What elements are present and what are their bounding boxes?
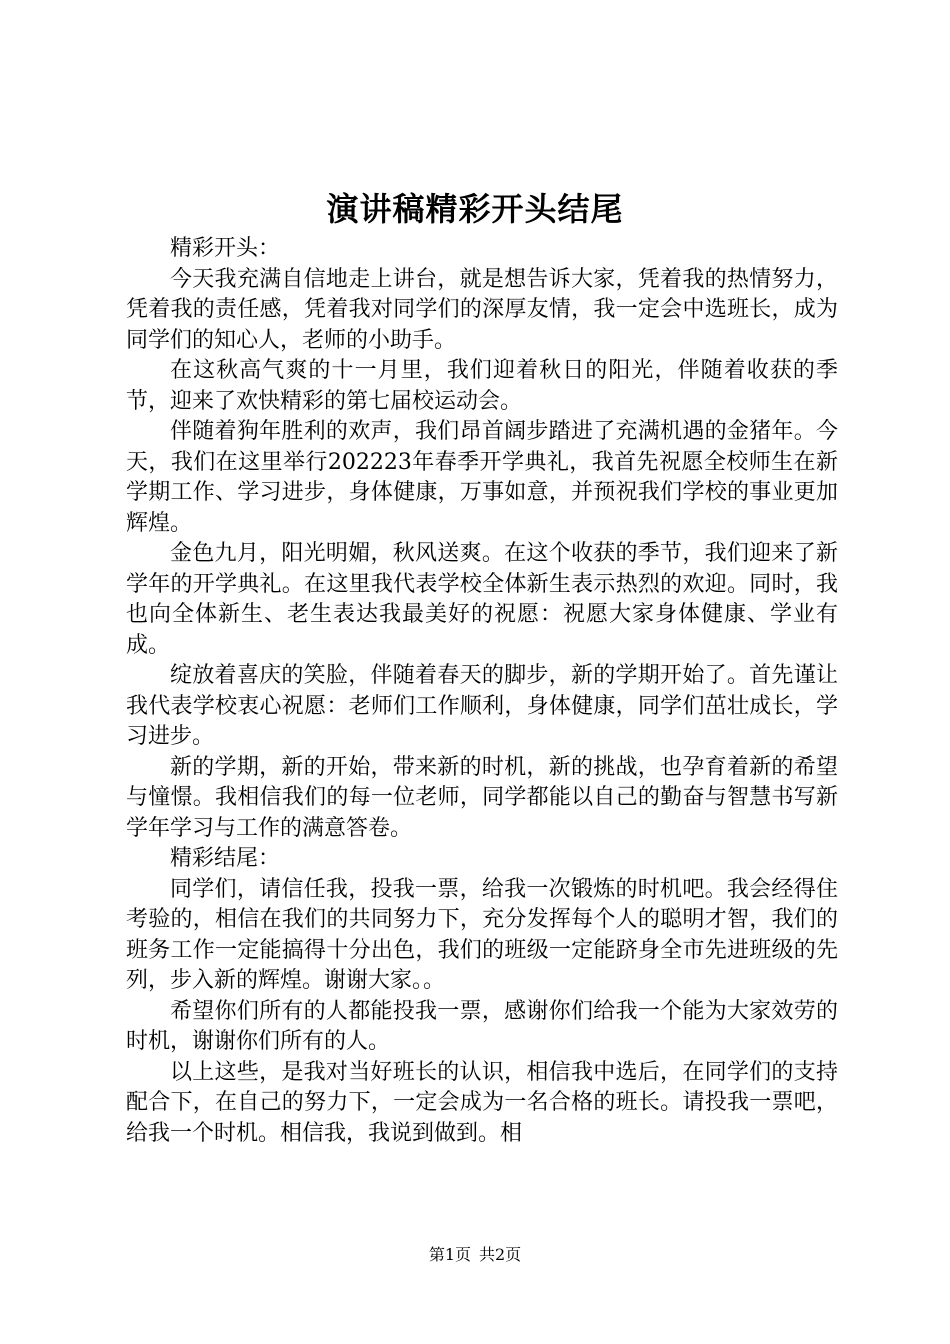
- paragraph-ending-heading: 精彩结尾：: [170, 846, 281, 871]
- paragraph: 同学们，请信任我，投我一票，给我一次锻炼的时机吧。我会经得住考验的，相信在我们的共同努力下，充分发挥每个人的聪明才智，我们的班务工作一定能搞得十分出色，我们的班级一定能跻身全市先进班级的先列，步入新的辉煌。谢谢大家。。: [126, 876, 838, 993]
- page-footer: [0, 1244, 950, 1266]
- paragraph: 今天我充满自信地走上讲台，就是想告诉大家，凭着我的热情努力，凭着我的责任感，凭着我对同学们的深厚友情，我一定会中选班长，成为同学们的知心人，老师的小助手。: [126, 266, 838, 353]
- paragraph: 希望你们所有的人都能投我一票，感谢你们给我一个能为大家效劳的时机，谢谢你们所有的人。: [126, 998, 838, 1054]
- paragraph: 绽放着喜庆的笑脸，伴随着春天的脚步，新的学期开始了。首先谨让我代表学校衷心祝愿：老师们工作顺利，身体健康，同学们茁壮成长，学习进步。: [126, 663, 838, 749]
- document-title: 演讲稿精彩开头结尾: [326, 190, 624, 228]
- page-number: 第1页: [428, 1245, 471, 1264]
- document-body: [126, 234, 838, 1149]
- paragraph: 伴随着狗年胜利的欢声，我们昂首阔步踏进了充满机遇的金猪年。今天，我们在这里举行202223年春季开学典礼，我首先祝愿全校师生在新学期工作、学习进步，身体健康，万事如意，并预祝我们学校的事业更加辉煌。: [126, 419, 838, 536]
- paragraph: 新的学期，新的开始，带来新的时机，新的挑战，也孕育着新的希望与憧憬。我相信我们的每一位老师，同学都能以自己的勤奋与智慧书写新学年学习与工作的满意答卷。: [126, 754, 838, 841]
- paragraph: 金色九月，阳光明媚，秋风送爽。在这个收获的季节，我们迎来了新学年的开学典礼。在这里我代表学校全体新生表示热烈的欢迎。同时，我也向全体新生、老生表达我最美好的祝愿：祝愿大家身体健康、学业有成。: [126, 541, 838, 658]
- paragraph-opening-heading: 精彩开头：: [170, 236, 281, 261]
- paragraph: 以上这些，是我对当好班长的认识，相信我中选后，在同学们的支持配合下，在自己的努力下，一定会成为一名合格的班长。请投我一票吧，给我一个时机。相信我，我说到做到。相: [126, 1059, 838, 1146]
- paragraph: 在这秋高气爽的十一月里，我们迎着秋日的阳光，伴随着收获的季节，迎来了欢快精彩的第七届校运动会。: [126, 358, 838, 414]
- page-total: 共2页: [479, 1245, 522, 1264]
